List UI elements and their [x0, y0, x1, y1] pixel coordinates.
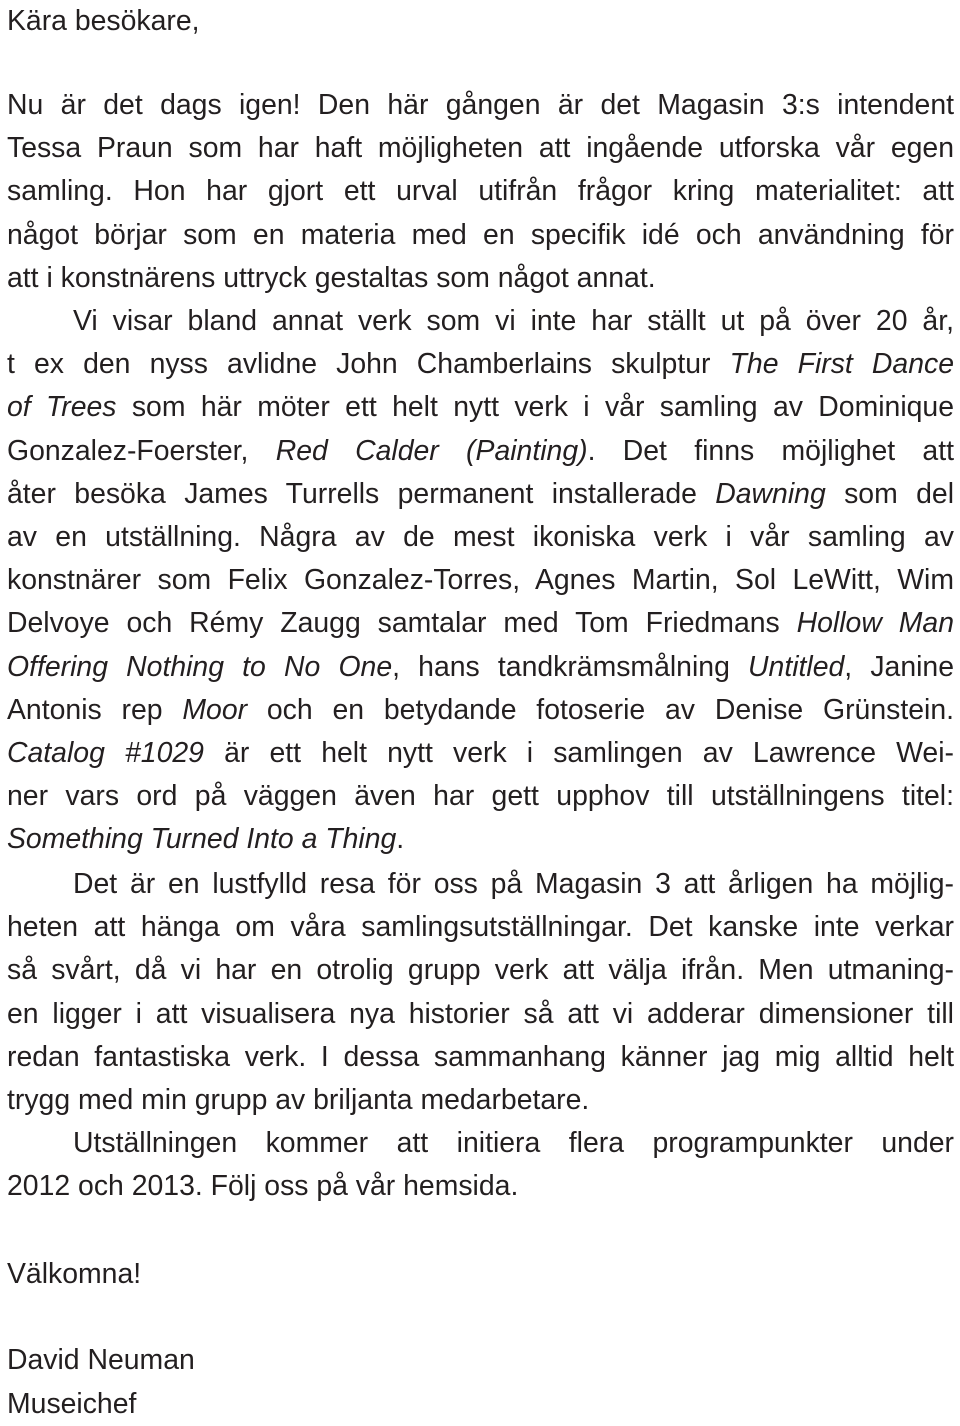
text-line	[7, 602, 954, 645]
text-line	[7, 343, 954, 386]
text-segment: Delvoye och Rémy Zaugg samtalar med Tom Friedmans	[7, 607, 797, 640]
text-line	[7, 170, 954, 213]
text-segment: åter besöka James Turrells permanent installerade	[7, 477, 716, 510]
text-segment: en ligger i att visualisera nya historier så att vi adderar dimensioner till	[7, 997, 954, 1030]
text-segment: t ex den nyss avlidne John Chamberlains skulptur	[7, 348, 730, 381]
text-segment: är ett helt nytt verk i samlingen av Lawrence Wei-	[203, 737, 954, 769]
artwork-title: Hollow Man	[796, 607, 954, 640]
text-line	[7, 993, 954, 1036]
text-segment: konstnärer som Felix Gonzalez-Torres, Agnes Martin, Sol LeWitt, Wim	[7, 564, 954, 597]
text-line	[7, 127, 954, 170]
text-segment: så svårt, då vi har en otrolig grupp verk att välja ifrån. Men utmaning-	[7, 954, 954, 987]
text-segment: Tessa Praun som har haft möjligheten att ingående utforska vår egen	[7, 132, 954, 165]
text-line	[73, 1122, 954, 1165]
text-line	[7, 1036, 954, 1079]
text-line	[7, 430, 954, 473]
text-line	[7, 214, 954, 257]
artwork-title: Untitled	[748, 650, 845, 683]
text-line	[7, 559, 954, 602]
text-line	[73, 300, 954, 343]
text-segment: Utställningen kommer att initiera flera programpunkter under	[73, 1127, 954, 1159]
signature-name: David Neuman	[7, 1344, 195, 1376]
text-line	[7, 775, 954, 818]
text-segment: Vi visar bland annat verk som vi inte har ställt ut på över 20 år,	[73, 305, 954, 337]
artwork-title: The First Dance	[729, 348, 954, 381]
artwork-title: of Trees	[7, 391, 117, 424]
text-line	[7, 949, 954, 992]
text-line	[7, 473, 954, 516]
artwork-title: Offering Nothing to No One	[7, 650, 393, 683]
artwork-title: Red Calder (Painting)	[275, 434, 588, 467]
artwork-title: Catalog #1029	[7, 737, 204, 769]
text-line	[7, 386, 954, 429]
text-line	[7, 1079, 589, 1122]
text-segment: som här möter ett helt nytt verk i vår samling av Dominique	[116, 391, 954, 424]
text-segment: 2012 och 2013. Följ oss på vår hemsida.	[7, 1170, 519, 1203]
text-segment: något börjar som en materia med en specifik idé och användning för	[7, 218, 954, 251]
text-line	[7, 646, 954, 689]
text-segment: , hans tandkrämsmålning	[392, 650, 749, 683]
text-line	[7, 516, 954, 559]
text-segment: ner vars ord på väggen även har gett upphov till utställningens titel:	[7, 780, 954, 813]
signature-title: Museichef	[7, 1388, 137, 1420]
text-line	[7, 732, 954, 775]
artwork-title: Dawning	[715, 477, 826, 510]
text-line	[7, 257, 656, 300]
text-segment: redan fantastiska verk. I dessa sammanhang känner jag mig alltid helt	[7, 1040, 954, 1073]
text-segment: samling. Hon har gjort ett urval utifrån frågor kring materialitet: att	[7, 175, 954, 208]
text-segment: .	[396, 823, 405, 856]
text-segment: Antonis rep	[7, 693, 183, 726]
text-line	[7, 818, 404, 861]
text-segment: som del	[825, 477, 954, 510]
artwork-title: Something Turned Into a Thing	[7, 823, 397, 856]
text-line	[7, 84, 954, 127]
text-segment: och en betydande fotoserie av Denise Grünstein.	[247, 693, 954, 726]
text-line	[73, 863, 954, 906]
closing: Välkomna!	[7, 1258, 142, 1290]
artwork-title: Moor	[182, 693, 248, 726]
text-segment: , Janine	[844, 650, 955, 683]
text-segment: Gonzalez-Foerster,	[7, 434, 276, 467]
text-segment: . Det finns möjlighet att	[587, 434, 954, 467]
text-segment: Nu är det dags igen! Den här gången är det Magasin 3:s intendent	[7, 89, 954, 121]
text-line	[7, 1165, 518, 1208]
text-segment: heten att hänga om våra samlingsutställningar. Det kanske inte verkar	[7, 911, 954, 944]
text-segment: att i konstnärens uttryck gestaltas som något annat.	[7, 261, 656, 294]
text-line	[7, 906, 954, 949]
text-segment: av en utställning. Några av de mest ikoniska verk i vår samling av	[7, 521, 954, 553]
text-line	[7, 689, 954, 732]
text-segment: Det är en lustfylld resa för oss på Magasin 3 att årligen ha möjlig-	[73, 868, 954, 900]
greeting: Kära besökare,	[7, 5, 200, 37]
text-segment: trygg med min grupp av briljanta medarbetare.	[7, 1084, 590, 1116]
